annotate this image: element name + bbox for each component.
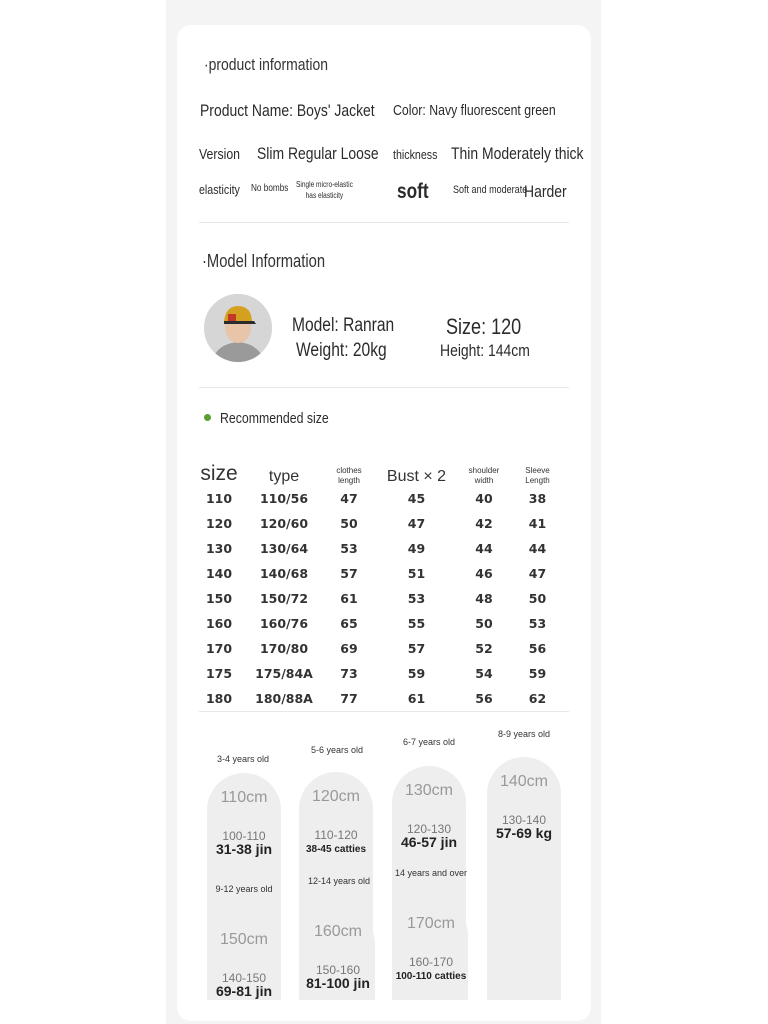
table-row bbox=[199, 586, 571, 611]
arch-height-range: 160-170 bbox=[408, 955, 454, 969]
thickness-label: thickness bbox=[393, 147, 438, 162]
divider bbox=[199, 387, 569, 388]
table-cell: 47 bbox=[528, 566, 547, 581]
arch-height-range: 150-160 bbox=[315, 963, 361, 977]
table-cell: 120 bbox=[205, 516, 233, 531]
divider bbox=[199, 222, 569, 223]
arch-weight: 46-57 jin bbox=[400, 834, 458, 850]
elasticity-option-no-bombs: No bombs bbox=[251, 183, 289, 194]
table-cell: 62 bbox=[528, 691, 547, 706]
model-height: Height: 144cm bbox=[440, 341, 530, 360]
version-values: Slim Regular Loose bbox=[257, 144, 379, 163]
table-cell: 54 bbox=[475, 666, 493, 681]
table-cell: 56 bbox=[528, 641, 547, 656]
table-cell: 150/72 bbox=[259, 591, 309, 606]
arch-height-range: 110-120 bbox=[314, 828, 358, 842]
table-cell: 45 bbox=[407, 491, 426, 506]
table-cell: 120/60 bbox=[259, 516, 309, 531]
table-cell: 140/68 bbox=[259, 566, 309, 581]
size-table bbox=[199, 462, 571, 711]
table-cell: 59 bbox=[407, 666, 426, 681]
table-cell: 175/84A bbox=[255, 666, 313, 681]
table-cell: 170 bbox=[205, 641, 233, 656]
table-cell: 51 bbox=[407, 566, 426, 581]
model-size: Size: 120 bbox=[446, 314, 522, 339]
table-cell: 50 bbox=[340, 516, 358, 531]
table-cell: 44 bbox=[528, 541, 547, 556]
arch-weight: 69-81 jin bbox=[215, 983, 273, 999]
header-size: size bbox=[200, 462, 238, 485]
table-row bbox=[199, 661, 571, 686]
table-cell: 140 bbox=[205, 566, 233, 581]
arch-height-cm: 160cm bbox=[313, 923, 363, 940]
softness-harder: Harder bbox=[524, 182, 567, 201]
arch-height-cm: 120cm bbox=[311, 788, 361, 805]
table-cell: 61 bbox=[407, 691, 426, 706]
table-cell: 150 bbox=[205, 591, 233, 606]
header-shoulder-width: shoulder width bbox=[468, 466, 500, 485]
arch-weight: 100-110 catties bbox=[395, 971, 467, 982]
table-row bbox=[199, 511, 571, 536]
arch-height-range: 130-140 bbox=[501, 813, 547, 827]
header-sleeve-length: Sleeve Length bbox=[525, 466, 550, 485]
arch-height-cm: 150cm bbox=[219, 931, 269, 948]
elasticity-option-micro: Single micro-elastic has elasticity bbox=[296, 180, 353, 200]
table-cell: 53 bbox=[528, 616, 547, 631]
table-cell: 130/64 bbox=[259, 541, 309, 556]
table-cell: 61 bbox=[340, 591, 358, 606]
table-cell: 40 bbox=[475, 491, 493, 506]
table-cell: 50 bbox=[475, 616, 493, 631]
size-arch bbox=[487, 757, 561, 1000]
table-cell: 130 bbox=[205, 541, 233, 556]
arch-weight: 38-45 catties bbox=[305, 844, 367, 855]
table-cell: 110 bbox=[205, 491, 233, 506]
arch-height-cm: 130cm bbox=[404, 782, 454, 799]
age-label: 14 years and over bbox=[394, 868, 468, 878]
table-cell: 73 bbox=[340, 666, 358, 681]
age-label: 8-9 years old bbox=[497, 729, 551, 739]
table-cell: 57 bbox=[340, 566, 358, 581]
elasticity-label: elasticity bbox=[199, 182, 240, 197]
model-section-title: ·Model Information bbox=[202, 251, 326, 271]
size-arch bbox=[301, 907, 375, 1000]
table-row bbox=[199, 686, 571, 711]
bullet-dot bbox=[204, 414, 211, 421]
size-arch bbox=[207, 915, 281, 1000]
age-label: 9-12 years old bbox=[215, 884, 273, 894]
table-cell: 55 bbox=[407, 616, 426, 631]
table-cell: 52 bbox=[475, 641, 493, 656]
arch-height-cm: 140cm bbox=[499, 773, 549, 790]
age-label: 6-7 years old bbox=[402, 737, 456, 747]
age-label: 3-4 years old bbox=[216, 754, 270, 764]
table-cell: 110/56 bbox=[259, 491, 309, 506]
table-cell: 42 bbox=[475, 516, 493, 531]
table-cell: 160/76 bbox=[259, 616, 309, 631]
table-cell: 47 bbox=[407, 516, 426, 531]
divider bbox=[199, 711, 569, 712]
arch-weight: 57-69 kg bbox=[495, 825, 553, 841]
product-color: Color: Navy fluorescent green bbox=[393, 102, 556, 119]
size-arch bbox=[394, 899, 468, 1000]
table-cell: 38 bbox=[528, 491, 547, 506]
table-cell: 49 bbox=[407, 541, 426, 556]
table-cell: 65 bbox=[340, 616, 358, 631]
age-label: 5-6 years old bbox=[310, 745, 364, 755]
table-cell: 53 bbox=[340, 541, 358, 556]
table-row bbox=[199, 611, 571, 636]
thickness-values: Thin Moderately thick bbox=[451, 144, 584, 163]
arch-weight: 31-38 jin bbox=[215, 841, 273, 857]
table-cell: 180 bbox=[205, 691, 233, 706]
product-name: Product Name: Boys' Jacket bbox=[200, 101, 375, 120]
table-cell: 56 bbox=[475, 691, 493, 706]
model-avatar bbox=[204, 294, 272, 362]
version-label: Version bbox=[199, 146, 241, 163]
model-name: Model: Ranran bbox=[292, 315, 395, 336]
table-row bbox=[199, 486, 571, 511]
table-cell: 59 bbox=[528, 666, 547, 681]
table-cell: 50 bbox=[528, 591, 547, 606]
table-cell: 69 bbox=[340, 641, 358, 656]
age-label: 12-14 years old bbox=[307, 876, 371, 886]
product-section-title: ·product information bbox=[204, 55, 328, 74]
table-row bbox=[199, 536, 571, 561]
size-table-header bbox=[199, 462, 571, 486]
table-cell: 48 bbox=[475, 591, 493, 606]
arch-height-range: 140-150 bbox=[221, 971, 267, 985]
table-cell: 46 bbox=[475, 566, 493, 581]
table-cell: 41 bbox=[528, 516, 547, 531]
table-cell: 44 bbox=[475, 541, 493, 556]
table-row bbox=[199, 561, 571, 586]
softness-moderate: Soft and moderate bbox=[453, 184, 528, 196]
table-cell: 160 bbox=[205, 616, 233, 631]
header-bust: Bust × 2 bbox=[386, 468, 447, 485]
arch-height-range: 120-130 bbox=[406, 822, 452, 836]
softness-soft: soft bbox=[397, 180, 429, 203]
table-cell: 57 bbox=[407, 641, 426, 656]
header-clothes-length: clothes length bbox=[336, 466, 362, 485]
table-cell: 47 bbox=[340, 491, 358, 506]
table-cell: 180/88A bbox=[255, 691, 313, 706]
recommended-size-title: Recommended size bbox=[220, 410, 329, 427]
arch-height-cm: 110cm bbox=[220, 789, 268, 806]
arch-height-range: 100-110 bbox=[222, 829, 266, 843]
header-type: type bbox=[268, 468, 300, 485]
arch-height-cm: 170cm bbox=[406, 915, 456, 932]
table-cell: 175 bbox=[205, 666, 233, 681]
table-cell: 53 bbox=[407, 591, 426, 606]
table-row bbox=[199, 636, 571, 661]
table-cell: 77 bbox=[340, 691, 358, 706]
arch-weight: 81-100 jin bbox=[306, 975, 370, 991]
table-cell: 170/80 bbox=[259, 641, 309, 656]
model-weight: Weight: 20kg bbox=[296, 340, 387, 361]
